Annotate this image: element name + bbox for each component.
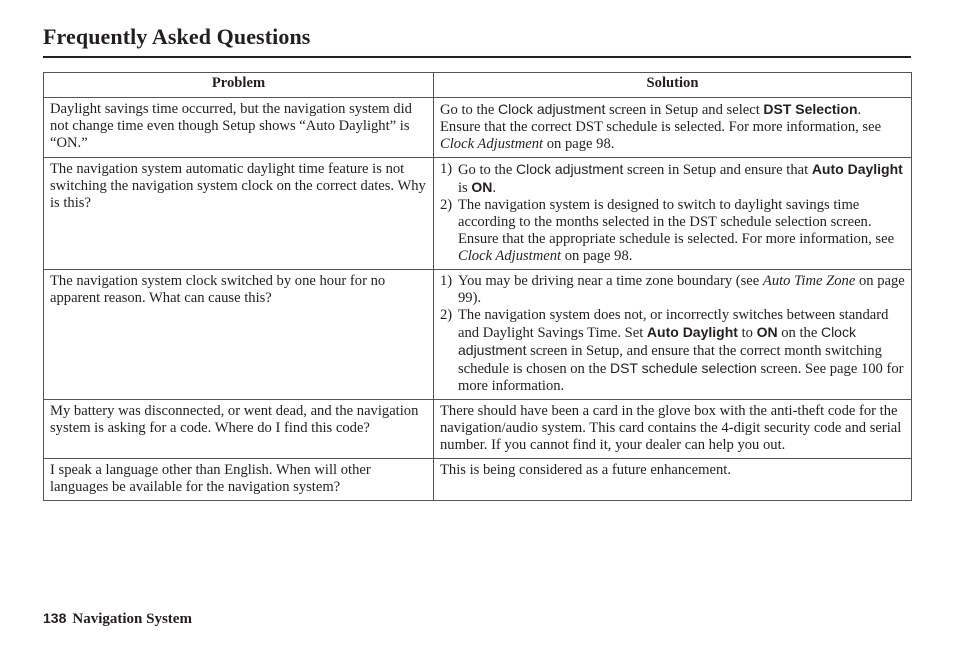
table-row [44, 158, 912, 270]
page-title: Frequently Asked Questions [43, 24, 311, 49]
table-row [44, 459, 912, 501]
solution-cell: This is being considered as a future enhancement. [434, 459, 912, 501]
page-number: 138 [43, 610, 67, 626]
table-row [44, 270, 912, 400]
table-row [44, 400, 912, 459]
problem-cell: The navigation system clock switched by one hour for no apparent reason. What can cause this? [44, 270, 434, 400]
section-name: Navigation System [72, 611, 192, 627]
solution-cell [434, 158, 912, 270]
solution-step: 2) The navigation system does not, or incorrectly switches between standard and Daylight Savings Time. Set Auto Daylight to ON on the Clock adjustment screen in Setup, and ensure that the correct month switching schedule is chosen on the DST schedule selection screen. See page 100 for more information. [440, 307, 904, 394]
problem-cell: I speak a language other than English. When will other languages be available for the navigation system? [44, 459, 434, 501]
title-rule [43, 56, 911, 58]
table-header-row [44, 73, 912, 98]
solution-step: 1) You may be driving near a time zone boundary (see Auto Time Zone on page 99). [440, 273, 905, 306]
solution-step: 2) The navigation system is designed to switch to daylight savings time according to the months selected in the DST schedule selection screen. Ensure that the appropriate schedule is selected. For more information, see Clock Adjustment on page 98. [440, 197, 895, 264]
solution-cell [434, 270, 912, 400]
table-row [44, 98, 912, 158]
problem-cell: The navigation system automatic daylight time feature is not switching the navigation system clock on the correct dates. Why is this? [44, 158, 434, 270]
faq-table [43, 72, 912, 501]
solution-step: 1) Go to the Clock adjustment screen in Setup and ensure that Auto Daylight is ON. [440, 161, 903, 196]
solution-cell: Go to the Clock adjustment screen in Setup and select DST Selection. Ensure that the correct DST schedule is selected. For more information, see Clock Adjustment on page 98. [434, 98, 912, 158]
solution-cell: There should have been a card in the glove box with the anti-theft code for the navigation/audio system. This card contains the 4-digit security code and serial number. If you cannot find it, your dealer can help you out. [434, 400, 912, 459]
problem-cell: My battery was disconnected, or went dead, and the navigation system is asking for a code. Where do I find this code? [44, 400, 434, 459]
page-footer [43, 610, 192, 628]
column-header-problem: Problem [44, 73, 434, 98]
column-header-solution: Solution [434, 73, 912, 98]
problem-cell: Daylight savings time occurred, but the navigation system did not change time even though Setup shows “Auto Daylight” is “ON.” [44, 98, 434, 158]
